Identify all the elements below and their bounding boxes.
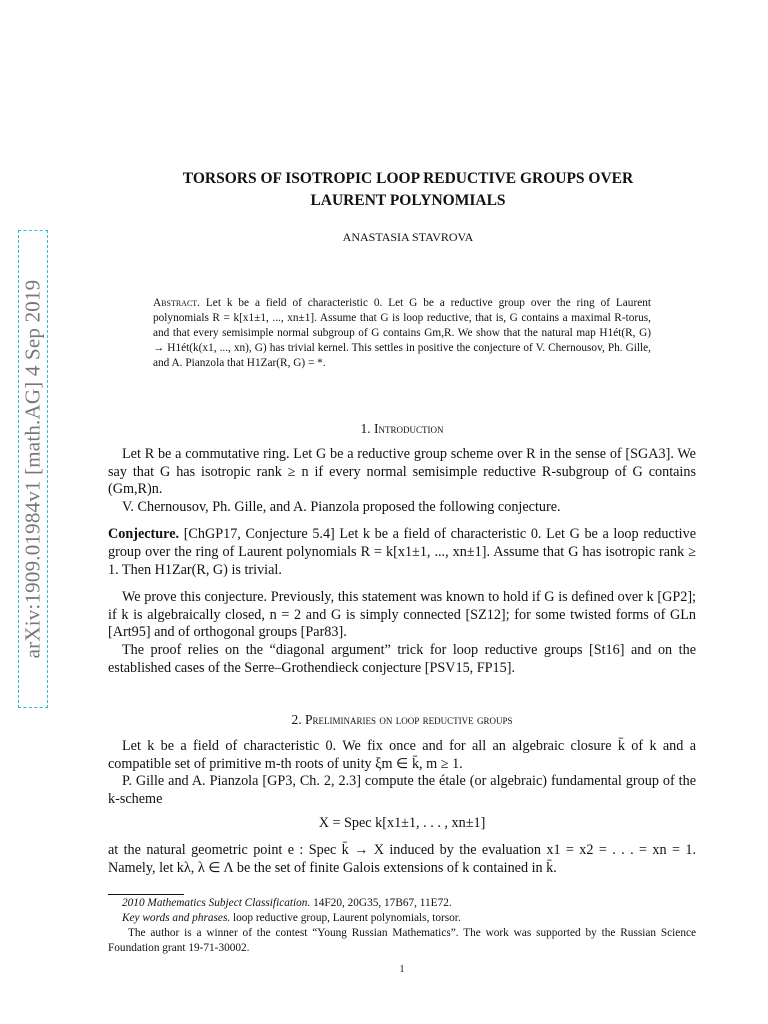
page-number: 1	[399, 964, 405, 975]
arxiv-stamp-box[interactable]	[18, 230, 48, 708]
title-line-2: LAURENT POLYNOMIALS	[310, 192, 506, 209]
intro-paragraph-3: We prove this conjecture. Previously, this statement was known to hold if G is defined over k [GP2]; if k is algebraically closed, n = 2 and G is simply connected [SZ12]; for some twisted forms of GLn [Art95] and of orthogonal groups [Par83].	[108, 589, 696, 641]
keywords-text: loop reductive group, Laurent polynomials, torsor.	[233, 912, 461, 924]
author-name: ANASTASIA STAVROVA	[342, 230, 474, 244]
keywords-footnote	[108, 911, 696, 926]
abstract-label: Abstract.	[153, 297, 200, 309]
msc-label: 2010 Mathematics Subject Classification.	[122, 897, 311, 909]
section-2-heading: 2. Preliminaries on loop reductive groups	[291, 712, 513, 727]
prelim-paragraph-2: P. Gille and A. Pianzola [GP3, Ch. 2, 2.3] compute the étale (or algebraic) fundamental group of the k-scheme	[108, 773, 696, 807]
intro-paragraph-4: The proof relies on the “diagonal argument” trick for loop reductive groups [St16] and on the established cases of the Serre–Grothendieck conjecture [PSV15, FP15].	[108, 641, 696, 676]
display-equation: X = Spec k[x1±1, . . . , xn±1]	[318, 815, 486, 831]
keywords-label: Key words and phrases.	[122, 912, 231, 924]
support-footnote: The author is a winner of the contest “Young Russian Mathematics”. The work was supported by the Russian Science Foundation grant 19-71-30002.	[108, 927, 696, 954]
footnote-rule	[108, 894, 184, 895]
section-1-body	[108, 446, 696, 677]
abstract	[153, 296, 651, 371]
msc-codes: 14F20, 20G35, 17B67, 11E72.	[313, 897, 452, 909]
intro-paragraph-2: V. Chernousov, Ph. Gille, and A. Pianzola proposed the following conjecture.	[122, 498, 561, 515]
prelim-paragraph-1: Let k be a field of characteristic 0. We fix once and for all an algebraic closure k̄ of k and a compatible set of primitive m-th roots of unity ξm ∈ k̄, m ≥ 1.	[108, 738, 696, 772]
section-1-heading: 1. Introduction	[360, 421, 444, 436]
title-line-1: TORSORS OF ISOTROPIC LOOP REDUCTIVE GROUPS OVER	[182, 170, 634, 187]
conjecture	[108, 526, 696, 579]
arxiv-stamp: arXiv:1909.01984v1 [math.AG] 4 Sep 2019	[20, 279, 45, 659]
section-2-body	[108, 738, 696, 808]
prelim-paragraph-3: at the natural geometric point e : Spec k̄ → X induced by the evaluation x1 = x2 = . . . = xn = 1. Namely, let kλ, λ ∈ Λ be the set of finite Galois extensions of k contained in k̄.	[108, 842, 696, 876]
footnotes	[108, 896, 696, 956]
intro-paragraph-1: Let R be a commutative ring. Let G be a reductive group scheme over R in the sense of [SGA3]. We say that G has isotropic rank ≥ n if every normal semisimple reductive R-subgroup of G contains (Gm,R)n.	[108, 446, 696, 498]
paper-title	[108, 168, 708, 212]
abstract-text: Let k be a field of characteristic 0. Let G be a reductive group over the ring of Laurent polynomials R = k[x1±1, ..., xn±1]. Assume that G is loop reductive, that is, G contains a maximal R-torus, and that every semisimple normal subgroup of G contains Gm,R. We show that the natural map H1ét(R, G) → H1ét(k(x1, ..., xn), G) has trivial kernel. This settles in positive the conjecture of V. Chernousov, Ph. Gille, and A. Pianzola that H1Zar(R, G) = *.	[153, 297, 652, 369]
msc-footnote	[108, 896, 696, 911]
conjecture-label: Conjecture.	[108, 526, 180, 543]
conjecture-text: [ChGP17, Conjecture 5.4] Let k be a field of characteristic 0. Let G be a loop reductive group over the ring of Laurent polynomials R = k[x1±1, ..., xn±1]. Assume that G has isotropic rank ≥ 1. Then H1Zar(R, G) is trivial.	[108, 526, 696, 578]
